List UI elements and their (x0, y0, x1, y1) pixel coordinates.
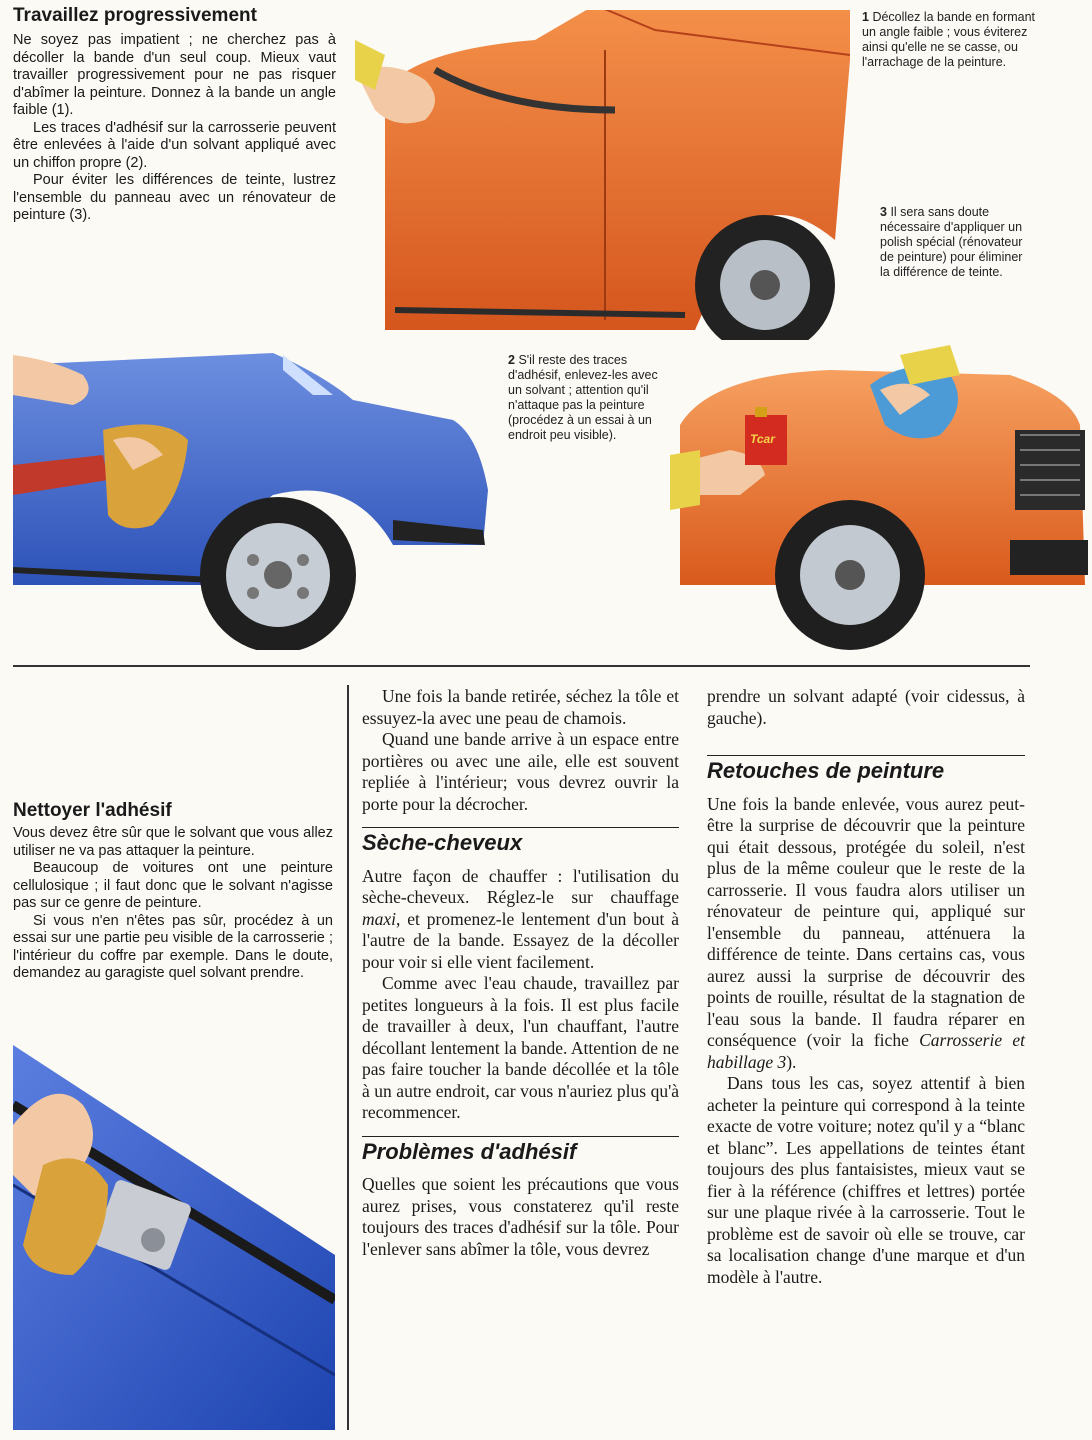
caption-3 (880, 205, 1035, 280)
right-paragraph-1-em: Carrosserie et habillage 3 (707, 1030, 1025, 1072)
right-paragraph-2: Dans tous les cas, soyez attentif à bien acheter la peinture qui correspond à la teinte exacte de votre voiture; notez qu'il y a “blanc et blanc”. Les appellations de teintes étant toujours des plus fantaisistes, mieux vaut se fier à la référence (chiffres et lettres) portée sur une plaque rivée à la carrosserie. Tout le problème est de savoir où elle se trouve, car sa localisation change d'une marque et d'un modèle à l'autre. (707, 1073, 1025, 1287)
nettoyer-paragraph-3: Si vous n'en n'êtes pas sûr, procédez à un essai sur une partie peu visible de la carrosserie ; l'intérieur du coffre par exemple. Dans le doute, demandez au garagiste quel solvant prendre. (13, 912, 333, 981)
nettoyer-block (13, 800, 333, 983)
intro-paragraph-1: Ne soyez pas impatient ; ne cherchez pas à décoller la bande d'un seul coup. Mieux vaut travailler progressivement pour ne pas risquer d'abîmer la peinture. Donnez à la bande un angle faible (1). (13, 32, 336, 118)
mid-paragraph-2: Quand une bande arrive à un espace entre portières ou avec une aile, elle est souvent repliée à l'intérieur; vous devrez ouvrir la porte pour la décrocher. (362, 729, 679, 814)
caption-3-number: 3 (880, 205, 887, 219)
illustration-door-hinge (13, 1045, 335, 1430)
mid-paragraph-4: Comme avec l'eau chaude, travaillez par petites longueurs à la fois. Il est plus facile de travailler à deux, l'un chauffant, l'autre décollant lentement la bande. Attention de ne pas faire toucher la bande décollée et la tôle à un autre endroit, car vous n'auriez plus qu'à recommencer. (362, 973, 679, 1122)
caption-1-text: Décollez la bande en formant un angle faible ; vous éviterez ainsi qu'elle ne se casse, ou l'arrachage de la peinture. (862, 10, 1036, 69)
middle-column (362, 686, 679, 1260)
right-paragraph-1-a: Une fois la bande enlevée, vous aurez peut-être la surprise de découvrir que la peinture qui était dessous, protégée du soleil, n'est plus de la même couleur que le reste de la carrosserie. Il vous faudra alors utiliser un rénovateur de peinture qui, appliqué sur l'ensemble du panneau, atténuera la différence de teinte. Dans certains cas, vous aurez aussi la surprise de découvrir des points de rouille, résultat de la stagnation de l'eau sous la bande. Il faudra réparer en conséquence (voir la fiche (707, 793, 1025, 1050)
intro-title: Travaillez progressivement (13, 5, 257, 26)
caption-2 (508, 353, 658, 443)
caption-3-text: Il sera sans doute nécessaire d'appliquer un polish spécial (rénovateur de peinture) pour éliminer la différence de teinte. (880, 205, 1023, 279)
mid-paragraph-3-em: maxi (362, 908, 397, 929)
mid-paragraph-3-b: , et promenez-le lentement d'un bout à l'autre de la bande. Essayez de la décoller pour voir si elle vient facilement. (362, 908, 679, 972)
caption-1-number: 1 (862, 10, 869, 24)
right-column (707, 686, 1025, 1288)
mid-paragraph-1: Une fois la bande retirée, séchez la tôle et essuyez-la avec une peau de chamois. (362, 686, 679, 728)
illustration-peeling-strip (355, 10, 850, 340)
section-divider (13, 665, 1030, 667)
illustration-blue-car-solvent (13, 345, 495, 650)
intro-paragraph-2: Les traces d'adhésif sur la carrosserie peuvent être enlevées à l'aide d'un solvant appliqué avec un chiffon propre (2). (13, 119, 336, 171)
caption-2-number: 2 (508, 353, 515, 367)
caption-1 (862, 10, 1042, 70)
illustration-polish-orange-car (670, 345, 1090, 650)
right-paragraph-1-b: ). (786, 1051, 797, 1072)
right-paragraph-0: prendre un solvant adapté (voir cidessus, à gauche). (707, 686, 1025, 728)
right-paragraph-1 (707, 794, 1025, 1074)
nettoyer-paragraph-1: Vous devez être sûr que le solvant que vous allez utiliser ne va pas attaquer la peinture. (13, 825, 333, 859)
heading-seche-cheveux: Sèche-cheveux (362, 827, 679, 854)
nettoyer-title: Nettoyer l'adhésif (13, 800, 172, 821)
heading-retouches-peinture: Retouches de peinture (707, 755, 1025, 782)
nettoyer-paragraph-2: Beaucoup de voitures ont une peinture cellulosique ; il faut donc que le solvant n'agisse pas sur ce genre de peinture. (13, 860, 333, 911)
polish-can-label: Tcar (750, 432, 775, 446)
mid-paragraph-5: Quelles que soient les précautions que vous aurez prises, vous constaterez qu'il reste toujours des traces d'adhésif sur la tôle. Pour l'enlever sans abîmer la tôle, vous devrez (362, 1174, 679, 1259)
intro-block (13, 5, 336, 225)
mid-paragraph-3-a: Autre façon de chauffer : l'utilisation du sèche-cheveux. Réglez-le sur chauffage (362, 865, 679, 907)
intro-paragraph-3: Pour éviter les différences de teinte, lustrez l'ensemble du panneau avec un rénovateur de peinture (3). (13, 172, 336, 223)
mid-paragraph-3 (362, 866, 679, 974)
caption-2-text: S'il reste des traces d'adhésif, enlevez-les avec un solvant ; attention qu'il n'attaque pas la peinture (procédez à un essai à un endroit peu visible). (508, 353, 658, 442)
column-divider (347, 685, 349, 1430)
heading-problemes-adhesif: Problèmes d'adhésif (362, 1136, 679, 1163)
